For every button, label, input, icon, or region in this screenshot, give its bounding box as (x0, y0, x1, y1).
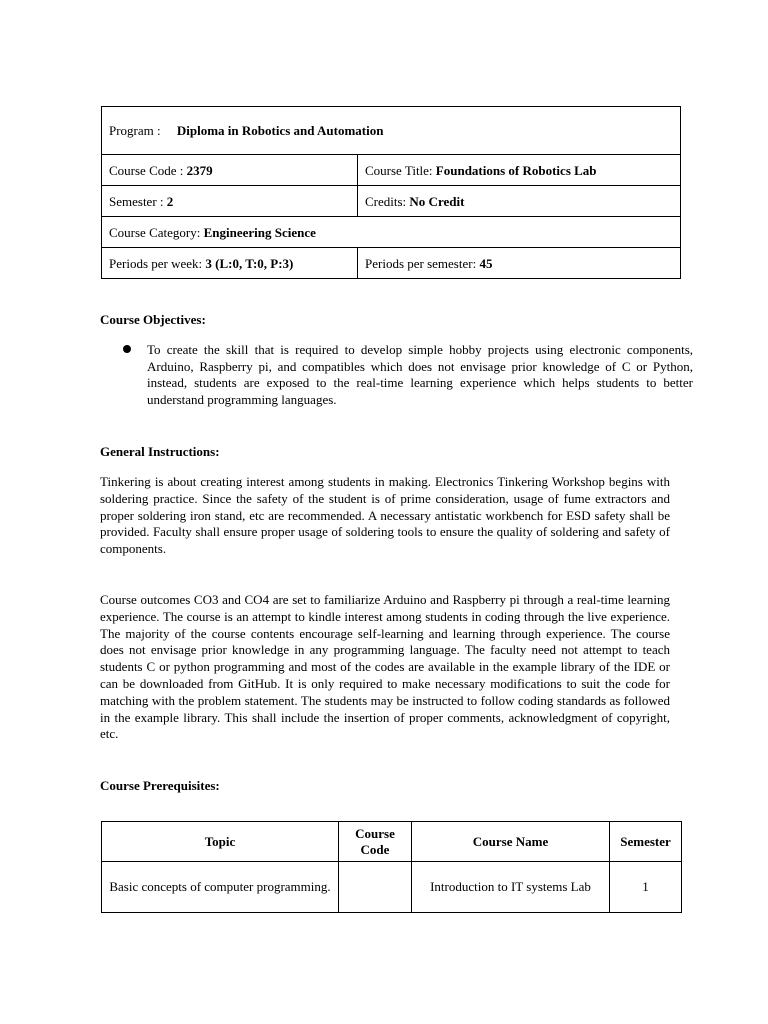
instructions-paragraph-1: Tinkering is about creating interest among students in making. Electronics Tinkering Workshop begins with soldering practice. Since the safety of the student is of prime consideration, usage of fume extractors and proper soldering iron stand, etc are recommended. A necessary antistatic workbench for ESD safety shall be provided. Faculty shall ensure proper usage of soldering tools to ensure the quality of soldering and safety of components. (100, 474, 670, 557)
credits-label: Credits: (365, 193, 407, 209)
periods-semester-value: 45 (479, 255, 493, 271)
course-code-cell (102, 155, 358, 186)
objective-text: To create the skill that is required to develop simple hobby projects using electronic components, Arduino, Raspberry pi, and compatibles which does not envisage prior knowledge of C or Python, instead, students are exposed to the real-time learning experience which helps students to better understand programming languages. (147, 342, 693, 407)
prerequisites-header-row (102, 822, 682, 862)
instructions-paragraph-2: Course outcomes CO3 and CO4 are set to familiarize Arduino and Raspberry pi through a real-time learning experience. The course is an attempt to kindle interest among students in coding through the live experience. The majority of the course contents encourage self-learning and learning through experience. The course does not envisage prior knowledge in any programming language. The faculty need not attempt to teach students C or python programming and most of the codes are available in the example library of the IDE or can be downloaded from GitHub. It is only required to make necessary modifications to suit the code for matching with the problem statement. The students may be instructed to follow coding standards as followed in the example library. This shall include the insertion of proper comments, acknowledgment of copyright, etc. (100, 592, 670, 742)
course-code-value: 2379 (186, 162, 213, 178)
program-row (102, 107, 681, 155)
cell-course-code (339, 862, 412, 913)
header-course-name: Course Name (412, 822, 610, 862)
header-semester: Semester (610, 822, 682, 862)
program-cell (102, 107, 681, 155)
credits-value: No Credit (409, 193, 465, 209)
periods-week-label: Periods per week: (109, 255, 203, 271)
semester-cell (102, 186, 358, 217)
course-category-label: Course Category: (109, 224, 201, 240)
course-info-table (101, 106, 681, 279)
instructions-heading: General Instructions: (100, 444, 220, 459)
bullet-icon (123, 345, 131, 353)
objectives-heading: Course Objectives: (100, 312, 206, 327)
header-topic: Topic (102, 822, 339, 862)
program-label: Program : (109, 123, 161, 138)
prerequisites-heading: Course Prerequisites: (100, 778, 220, 793)
prerequisites-table (101, 821, 682, 913)
cell-course-name: Introduction to IT systems Lab (412, 862, 610, 913)
table-row (102, 862, 682, 913)
course-category-value: Engineering Science (203, 224, 316, 240)
credits-cell (358, 186, 681, 217)
course-code-label: Course Code : (109, 162, 184, 178)
periods-week-value: 3 (L:0, T:0, P:3) (205, 255, 294, 271)
cell-topic: Basic concepts of computer programming. (102, 862, 339, 913)
course-category-cell (102, 217, 681, 248)
course-code-row (102, 155, 681, 186)
cell-semester: 1 (610, 862, 682, 913)
course-category-row (102, 217, 681, 248)
semester-row (102, 186, 681, 217)
course-title-label: Course Title: (365, 162, 433, 178)
semester-label: Semester : (109, 193, 164, 209)
periods-semester-cell (358, 248, 681, 279)
periods-semester-label: Periods per semester: (365, 255, 477, 271)
periods-row (102, 248, 681, 279)
periods-week-cell (102, 248, 358, 279)
course-title-cell (358, 155, 681, 186)
semester-value: 2 (166, 193, 174, 209)
program-value: Diploma in Robotics and Automation (176, 123, 384, 138)
header-course-code: Course Code (339, 822, 412, 862)
course-title-value: Foundations of Robotics Lab (435, 162, 597, 178)
